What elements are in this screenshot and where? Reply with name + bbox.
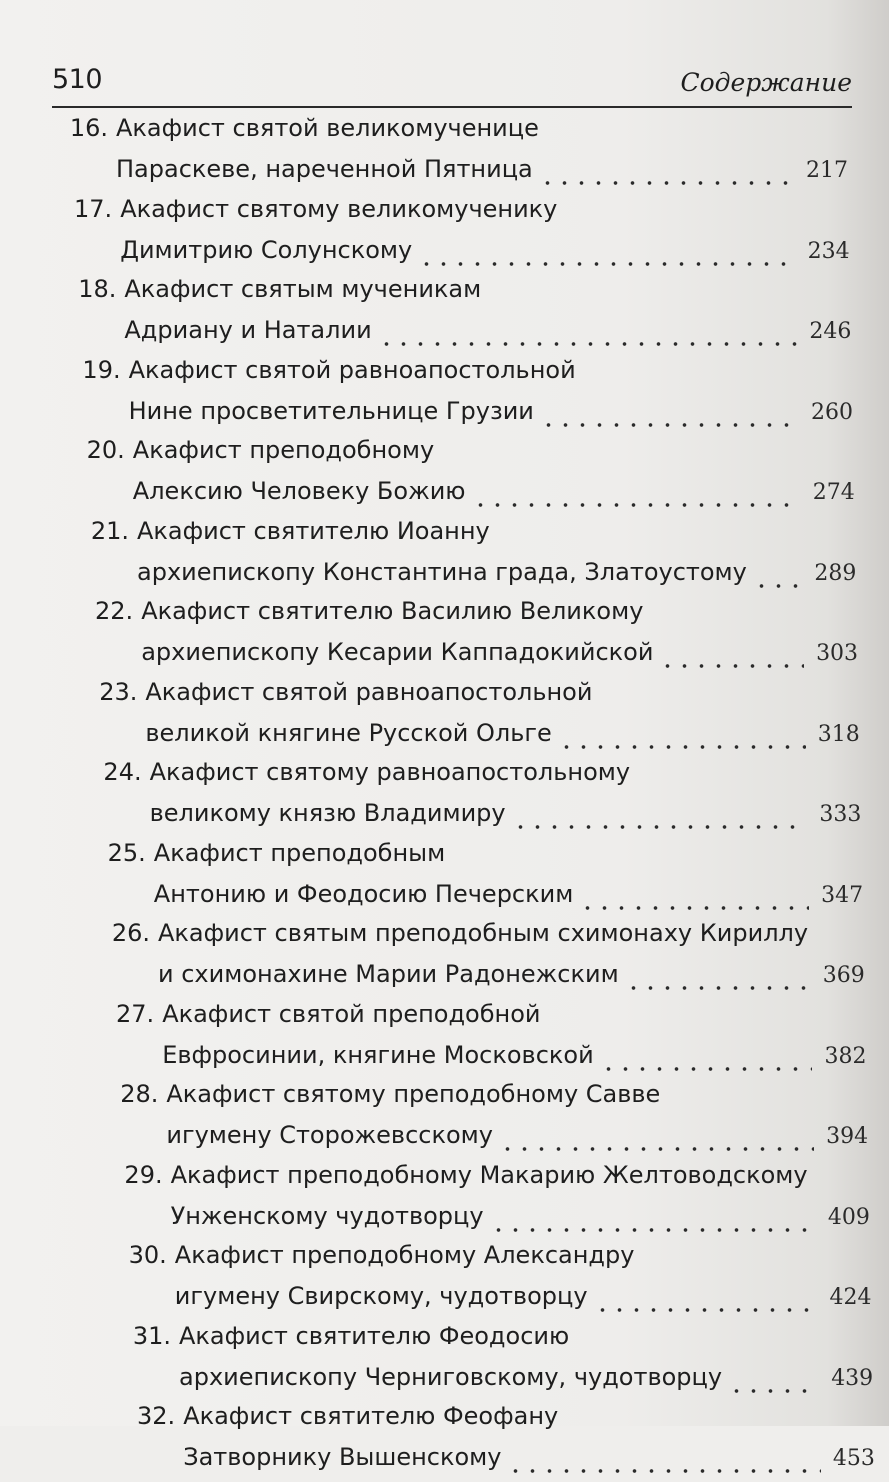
dot-leader	[625, 969, 811, 991]
toc-entry-subtitle-line	[102, 1117, 868, 1153]
toc-entry-title: Акафист святой равноапостольной	[145, 677, 593, 706]
toc-entry-number: 26.	[111, 919, 150, 947]
toc-entry-subtitle-line	[56, 232, 849, 268]
toc-entry-subtitle: игумену Сторожевсскому	[166, 1121, 493, 1149]
dot-leader	[539, 164, 794, 186]
toc-entry-subtitle: Антонию и Феодосию Печерским	[153, 879, 574, 908]
dot-leader	[728, 1372, 819, 1394]
toc-entry-title-line	[77, 593, 643, 629]
toc-entry-title: Акафист преподобному	[132, 436, 435, 464]
dot-leader	[579, 889, 809, 911]
toc-entry-number: 32.	[137, 1402, 176, 1430]
toc-entry-page: 246	[809, 319, 852, 344]
toc-entry-number: 28.	[120, 1080, 159, 1108]
toc-entry-title: Акафист святому великомученику	[120, 194, 558, 223]
toc-entry	[107, 1157, 870, 1241]
dot-leader	[753, 567, 803, 589]
toc-entry-page: 217	[806, 158, 848, 183]
toc-entry-title-line	[60, 271, 481, 307]
toc-entry-page: 303	[816, 641, 859, 666]
toc-entry-title: Акафист святителю Феофану	[183, 1402, 559, 1430]
toc-entry-title: Акафист святителю Василию Великому	[141, 597, 644, 625]
dot-leader	[600, 1050, 813, 1072]
toc-entry-title: Акафист святому преподобному Савве	[166, 1080, 661, 1108]
dot-leader	[472, 486, 801, 508]
toc-entry-page: 369	[822, 963, 865, 988]
toc-entry-page: 394	[826, 1124, 869, 1149]
toc-entry-title-line	[73, 513, 490, 549]
toc-entry-title-line	[115, 1318, 569, 1354]
toc-entry-title-line	[86, 754, 631, 790]
toc-entry	[65, 352, 853, 436]
toc-entry-number: 16.	[69, 114, 108, 142]
toc-entry	[90, 835, 863, 919]
toc-entry-number: 27.	[116, 999, 155, 1028]
toc-entry-number: 23.	[99, 677, 138, 706]
toc-entry-title-line	[119, 1398, 558, 1434]
toc-entry-title-line	[52, 110, 539, 146]
toc-entry-subtitle-line	[98, 1037, 866, 1073]
toc-entry-title: Акафист святителю Иоанну	[137, 516, 490, 545]
toc-entry-subtitle-line	[73, 554, 856, 590]
toc-entry-subtitle-line	[90, 876, 863, 912]
dot-leader	[499, 1130, 814, 1152]
toc-entry-subtitle: великому князю Владимиру	[149, 799, 506, 827]
page-number: 510	[52, 64, 103, 95]
toc-entry-page: 318	[817, 721, 860, 747]
toc-entry-subtitle-line	[119, 1439, 875, 1475]
toc-entry-title-line	[107, 1157, 808, 1193]
toc-entry-page: 453	[832, 1446, 875, 1471]
toc-entry-subtitle-line	[77, 634, 858, 670]
dot-leader	[540, 406, 799, 428]
toc-entry	[119, 1398, 875, 1482]
dot-leader	[594, 1291, 818, 1313]
dot-leader	[490, 1211, 816, 1233]
toc-entry-subtitle: Евфросинии, княгине Московской	[162, 1040, 594, 1069]
dot-leader	[659, 647, 804, 669]
toc-entry-subtitle: Димитрию Солунскому	[120, 235, 413, 264]
toc-entry-subtitle: Параскеве, нареченной Пятница	[116, 155, 533, 183]
toc-entry-subtitle-line	[81, 715, 859, 751]
toc-entry-subtitle: архиепископу Черниговскому, чудотворцу	[179, 1362, 723, 1391]
toc-entry-title-line	[94, 915, 808, 951]
toc-entry	[98, 996, 866, 1080]
toc-entry-subtitle: великой княгине Русской Ольге	[145, 718, 552, 747]
toc-entry-title: Акафист святому равноапостольному	[149, 758, 631, 786]
dot-leader	[418, 245, 795, 267]
toc-entry-subtitle: и схимонахине Марии Радонежским	[158, 960, 619, 988]
toc-entry-subtitle: Затворнику Вышенскому	[183, 1443, 502, 1471]
toc-entry-number: 20.	[86, 436, 125, 464]
toc-entry-page: 382	[824, 1043, 867, 1069]
toc-entry-title-line	[102, 1076, 660, 1112]
toc-entry-subtitle-line	[94, 956, 865, 992]
toc-entry-subtitle: архиепископу Константина града, Златоустому	[137, 557, 747, 586]
toc-entry-title: Акафист святой великомученице	[116, 114, 539, 142]
toc-entry-number: 17.	[74, 194, 113, 223]
toc-entry	[52, 110, 848, 194]
toc-entry-number: 29.	[124, 1160, 163, 1189]
toc-entry-title: Акафист святой преподобной	[162, 999, 541, 1028]
toc-entry	[115, 1318, 873, 1402]
toc-entry-page: 260	[811, 399, 854, 425]
toc-entry	[69, 432, 855, 516]
toc-entry-subtitle-line	[86, 795, 862, 831]
toc-entry-title-line	[56, 191, 557, 227]
toc-entry-subtitle-line	[65, 393, 853, 429]
toc-entry	[94, 915, 865, 999]
toc-entry-subtitle: Унженскому чудотворцу	[170, 1201, 484, 1230]
toc-entry-title: Акафист святителю Феодосию	[179, 1321, 570, 1350]
toc-entry-page: 333	[819, 802, 862, 827]
toc-entry	[102, 1076, 868, 1160]
toc-entry-title-line	[98, 996, 540, 1032]
toc-entry-number: 18.	[78, 275, 117, 303]
toc-entry-number: 31.	[132, 1321, 171, 1350]
toc-entry	[73, 513, 856, 597]
toc-entry-number: 19.	[82, 355, 121, 384]
toc-entry-subtitle-line	[107, 1198, 870, 1234]
toc-entry	[77, 593, 858, 677]
toc-entry-subtitle: игумену Свирскому, чудотворцу	[174, 1282, 588, 1310]
dot-leader	[512, 808, 808, 830]
toc-entry-page: 234	[807, 238, 850, 264]
toc-entry-subtitle-line	[52, 151, 848, 187]
toc-entry-subtitle: Алексию Человеку Божию	[132, 477, 466, 505]
toc-entry-page: 347	[821, 882, 864, 908]
toc-entry-subtitle: Адриану и Наталии	[124, 316, 372, 344]
toc-entry-subtitle-line	[60, 312, 851, 348]
dot-leader	[558, 728, 806, 750]
toc-entry	[81, 674, 859, 758]
toc-entry-title-line	[65, 352, 576, 388]
toc-entry-title: Акафист святой равноапостольной	[128, 355, 576, 384]
toc-entry	[60, 271, 851, 355]
toc-entry-page: 274	[812, 480, 855, 505]
toc-entry-page: 409	[827, 1204, 870, 1230]
toc-entry-number: 21.	[90, 516, 129, 545]
toc-entry-title: Акафист преподобному Макарию Желтоводскому	[170, 1160, 808, 1189]
toc-entry-page: 424	[829, 1285, 872, 1310]
toc-entry-title-line	[69, 432, 434, 468]
toc-entry-number: 25.	[107, 838, 146, 867]
toc-entry	[56, 191, 849, 275]
section-title: Содержание	[680, 68, 852, 97]
toc-entry	[86, 754, 862, 838]
toc-entry-title: Акафист преподобным	[153, 838, 446, 867]
toc-entry-number: 24.	[103, 758, 142, 786]
toc-entry-title: Акафист преподобному Александру	[174, 1241, 635, 1269]
toc-entry-subtitle: Нине просветительнице Грузии	[128, 396, 534, 425]
toc-entry-title: Акафист святым преподобным схимонаху Кириллу	[158, 919, 809, 947]
toc-entry-title-line	[81, 674, 592, 710]
toc-entry-title-line	[90, 835, 445, 871]
toc-entry-title: Акафист святым мученикам	[124, 275, 482, 303]
toc-entry-number: 22.	[95, 597, 134, 625]
toc-entry-page: 439	[831, 1365, 874, 1391]
toc-entry-subtitle: архиепископу Кесарии Каппадокийской	[141, 638, 654, 666]
toc-entry-page: 289	[814, 560, 857, 586]
toc-entry-subtitle-line	[69, 473, 855, 509]
toc-entry-subtitle-line	[115, 1359, 873, 1395]
toc-entry-number: 30.	[128, 1241, 167, 1269]
dot-leader	[507, 1452, 820, 1474]
toc-entry-subtitle-line	[111, 1278, 872, 1314]
dot-leader	[378, 325, 798, 347]
toc-entry-title-line	[111, 1237, 635, 1273]
toc-entry	[111, 1237, 872, 1321]
